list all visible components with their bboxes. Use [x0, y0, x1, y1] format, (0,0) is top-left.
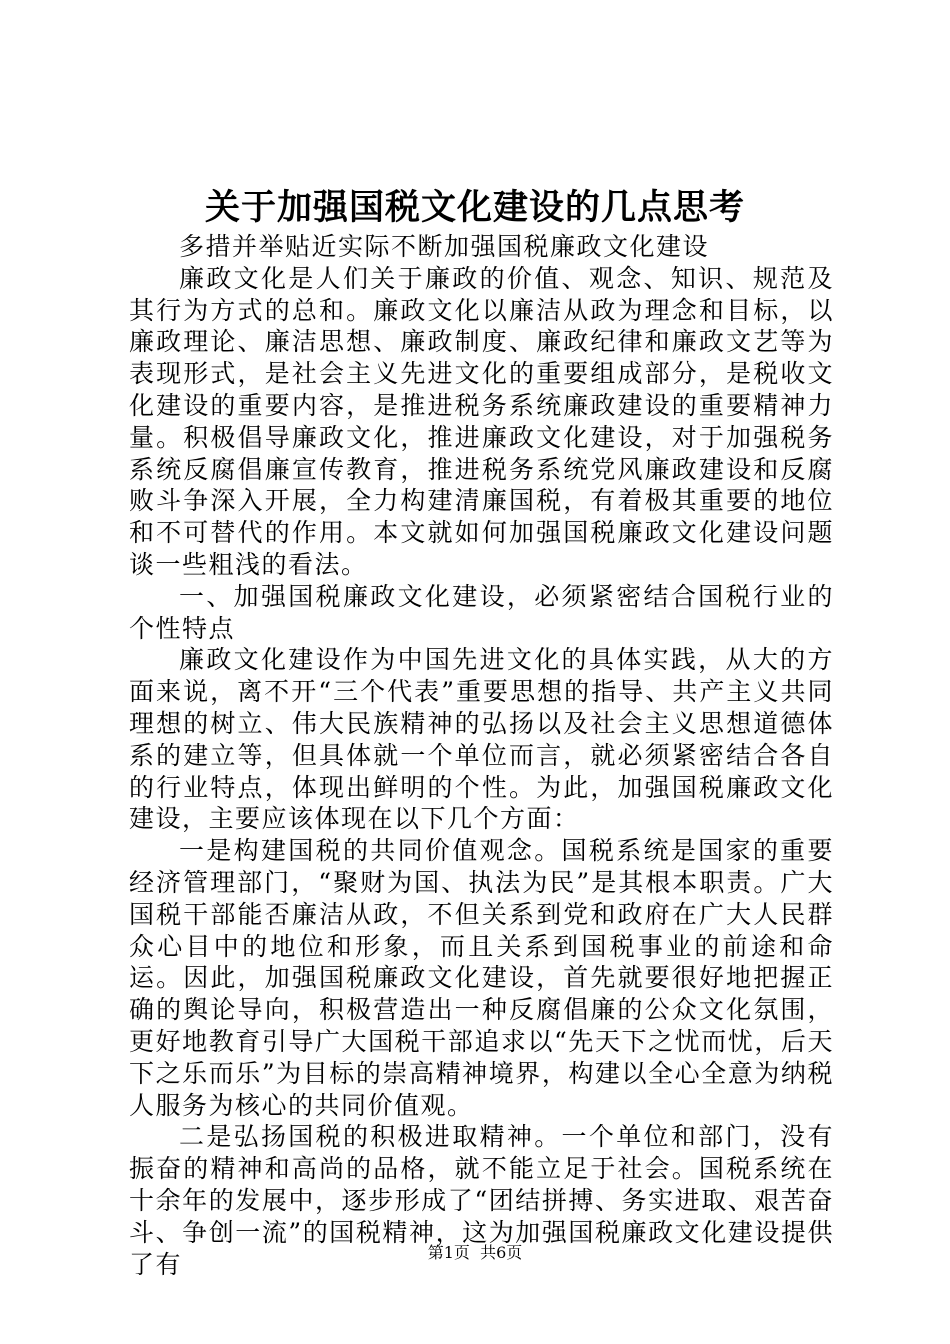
paragraph-point-one: 一是构建国税的共同价值观念。国税系统是国家的重要经济管理部门，“聚财为国、执法为民”是其根本职责。广大国税干部能否廉洁从政，不但关系到党和政府在广大人民群众心目中的地位和形象，而且关系到国税事业的前途和命运。因此，加强国税廉政文化建设，首先就要很好地把握正确的舆论导向，积极营造出一种反腐倡廉的公众文化氛围，更好地教育引导广大国税干部追求以“先天下之忧而忧，后天下之乐而乐”为目标的崇高精神境界，构建以全心全意为纳税人服务为核心的共同价值观。 [129, 836, 834, 1120]
document-title: 关于加强国税文化建设的几点思考 [204, 187, 745, 228]
page-footer [0, 1242, 950, 1264]
paragraph-intro: 廉政文化是人们关于廉政的价值、观念、知识、规范及其行为方式的总和。廉政文化以廉洁从政为理念和目标，以廉政理论、廉洁思想、廉政制度、廉政纪律和廉政文艺等为表现形式，是社会主义先进文化的重要组成部分，是税收文化建设的重要内容，是推进税务系统廉政建设的重要精神力量。积极倡导廉政文化，推进廉政文化建设，对于加强税务系统反腐倡廉宣传教育，推进税务系统党风廉政建设和反腐败斗争深入开展，全力构建清廉国税，有着极其重要的地位和不可替代的作用。本文就如何加强国税廉政文化建设问题谈一些粗浅的看法。 [129, 263, 834, 579]
section-heading-one: 一、加强国税廉政文化建设，必须紧密结合国税行业的个性特点 [129, 581, 834, 643]
paragraph-subtitle: 多措并举贴近实际不断加强国税廉政文化建设 [179, 232, 710, 261]
paragraph-point-two: 二是弘扬国税的积极进取精神。一个单位和部门，没有振奋的精神和高尚的品格，就不能立足于社会。国税系统在十余年的发展中，逐步形成了“团结拼搏、务实进取、艰苦奋斗、争创一流”的国税精神，这为加强国税廉政文化建设提供了有 [129, 1122, 834, 1279]
paragraph-section-one: 廉政文化建设作为中国先进文化的具体实践，从大的方面来说，离不开“三个代表”重要思想的指导、共产主义共同理想的树立、伟大民族精神的弘扬以及社会主义思想道德体系的建立等，但具体就一个单位而言，就必须紧密结合各自的行业特点，体现出鲜明的个性。为此，加强国税廉政文化建设，主要应该体现在以下几个方面： [129, 645, 834, 834]
page-total: 共6页 [480, 1243, 523, 1262]
document-body [129, 231, 834, 1280]
page-number: 第1页 [427, 1243, 470, 1262]
